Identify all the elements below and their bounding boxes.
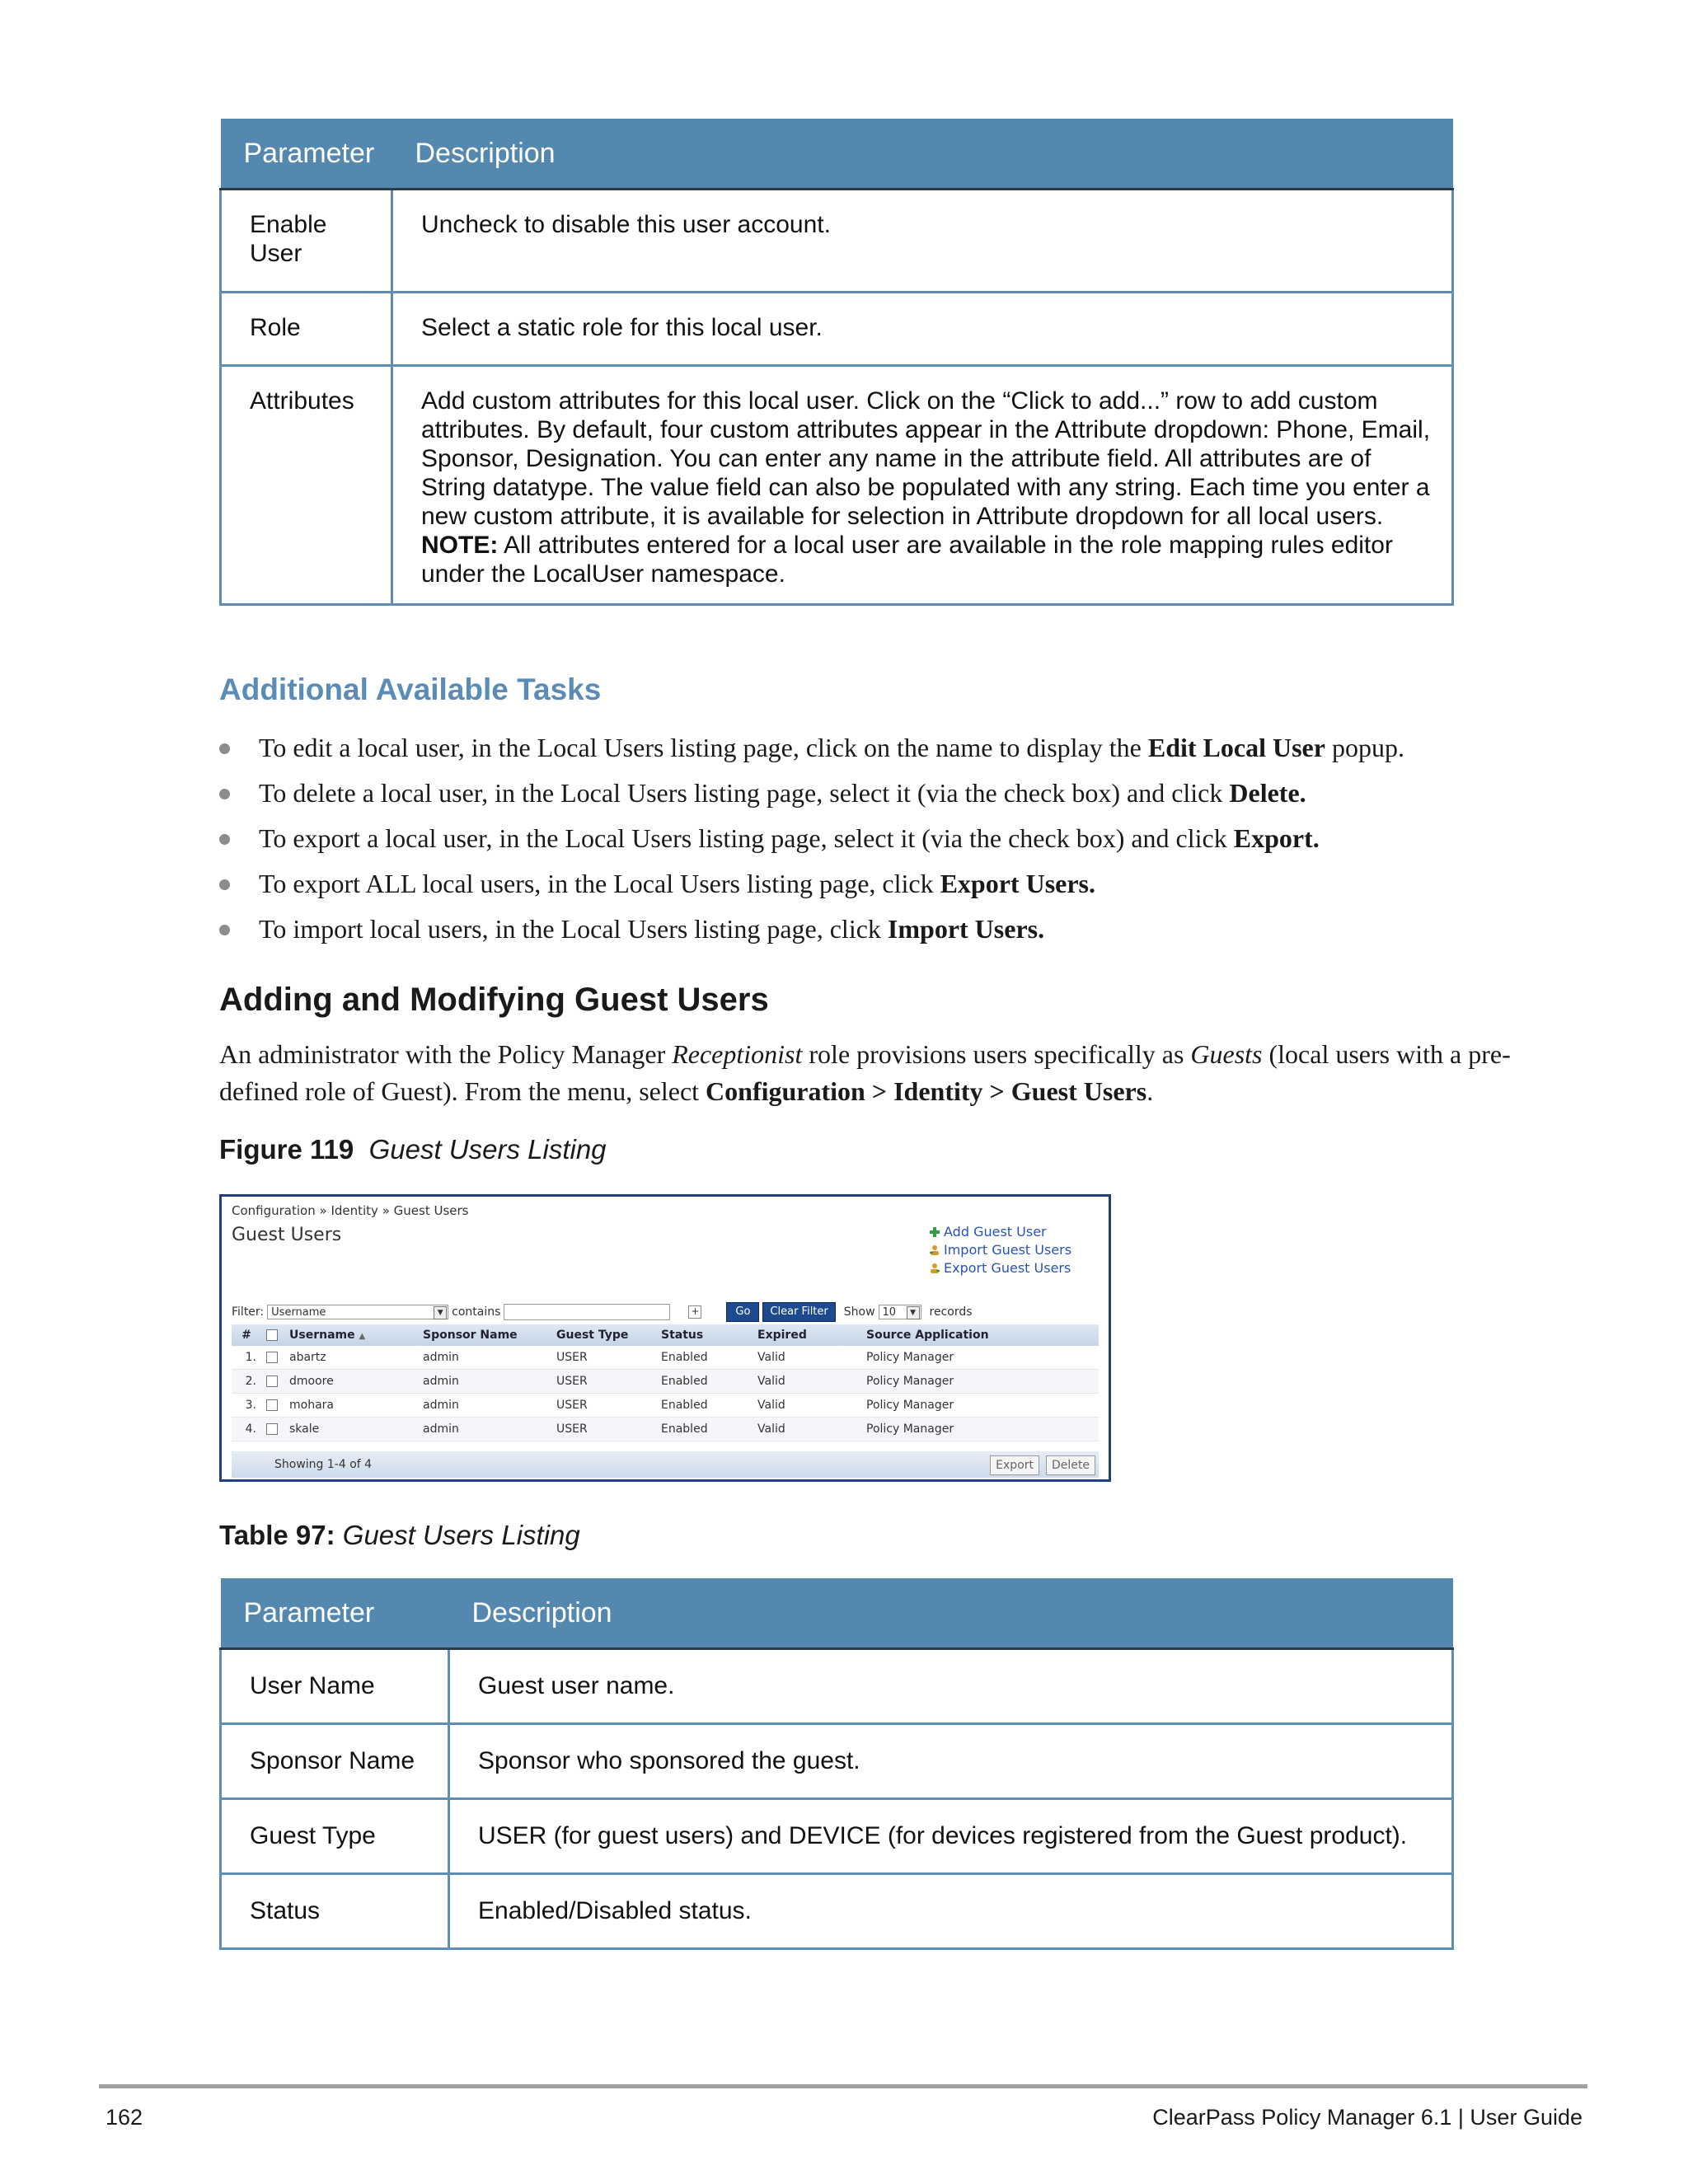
add-filter-icon[interactable]: + — [688, 1305, 701, 1319]
chevron-down-icon: ▼ — [907, 1306, 920, 1319]
export-guest-users-link[interactable] — [929, 1259, 1071, 1277]
figure-title: Guest Users Listing — [368, 1134, 607, 1165]
desc-cell — [392, 366, 1453, 605]
row-select — [261, 1418, 284, 1441]
column-header-select — [261, 1324, 284, 1346]
guest-type-cell: USER — [551, 1418, 656, 1441]
param-cell: Guest Type — [221, 1799, 449, 1874]
row-checkbox[interactable] — [266, 1423, 278, 1435]
desc-cell: Guest user name. — [449, 1649, 1453, 1724]
guide-title: ClearPass Policy Manager 6.1 | User Guide — [1152, 2105, 1582, 2130]
list-item — [219, 771, 1571, 816]
desc-cell: Enabled/Disabled status. — [449, 1874, 1453, 1949]
user-import-icon — [929, 1243, 940, 1254]
list-item — [219, 861, 1571, 907]
table-row[interactable] — [232, 1346, 1099, 1370]
row-index: 1. — [232, 1346, 261, 1370]
records-per-page-select[interactable] — [879, 1305, 921, 1319]
task-ui-term: Delete. — [1229, 778, 1306, 808]
expired-cell: Valid — [753, 1346, 861, 1370]
sponsor-cell: admin — [418, 1346, 551, 1370]
username-cell[interactable]: abartz — [284, 1346, 418, 1370]
expired-cell: Valid — [753, 1418, 861, 1441]
param-cell: Attributes — [221, 366, 392, 605]
footer-rule — [99, 2084, 1587, 2088]
task-text: To export a local user, in the Local Users listing page, select it (via the check box) and click — [259, 823, 1234, 853]
source-cell: Policy Manager — [861, 1370, 1099, 1394]
param-cell: Status — [221, 1874, 449, 1949]
column-header-source[interactable]: Source Application — [861, 1324, 1099, 1346]
section-heading: Adding and Modifying Guest Users — [219, 982, 769, 1018]
guest-users-table — [232, 1324, 1099, 1441]
table-row — [221, 293, 1453, 366]
expired-cell: Valid — [753, 1394, 861, 1418]
username-cell[interactable]: mohara — [284, 1394, 418, 1418]
task-ui-term: Edit Local User — [1147, 733, 1325, 762]
task-ui-term: Import Users. — [887, 914, 1045, 944]
task-ui-term: Export Users. — [940, 869, 1095, 898]
intro-paragraph — [219, 1036, 1571, 1110]
column-header-index: # — [232, 1324, 261, 1346]
param-cell: Role — [221, 293, 392, 366]
add-guest-user-link[interactable] — [929, 1223, 1071, 1241]
attributes-note — [421, 531, 1435, 588]
go-button[interactable]: Go — [726, 1302, 759, 1322]
link-label: Export Guest Users — [944, 1260, 1071, 1276]
guest-type-cell: USER — [551, 1346, 656, 1370]
filter-value-input[interactable] — [504, 1304, 670, 1320]
row-select — [261, 1394, 284, 1418]
row-index: 3. — [232, 1394, 261, 1418]
desc-cell: Sponsor who sponsored the guest. — [449, 1724, 1453, 1799]
link-label: Import Guest Users — [944, 1242, 1072, 1258]
task-text: To export ALL local users, in the Local Users listing page, click — [259, 869, 940, 898]
desc-cell: USER (for guest users) and DEVICE (for devices registered from the Guest product). — [449, 1799, 1453, 1874]
bullet-icon — [219, 789, 230, 799]
task-text: To edit a local user, in the Local Users listing page, click on the name to display the — [259, 733, 1148, 762]
status-cell: Enabled — [656, 1370, 753, 1394]
column-header-guest-type[interactable]: Guest Type — [551, 1324, 656, 1346]
records-label: records — [929, 1305, 973, 1319]
sponsor-cell: admin — [418, 1418, 551, 1441]
note-text: All attributes entered for a local user are available in the role mapping rules editor under the LocalUser namespace. — [421, 532, 1393, 588]
page-number: 162 — [106, 2105, 143, 2130]
row-checkbox[interactable] — [266, 1352, 278, 1363]
clear-filter-button[interactable]: Clear Filter — [762, 1302, 835, 1322]
source-cell: Policy Manager — [861, 1394, 1099, 1418]
bullet-icon — [219, 834, 230, 845]
column-header-description: Description — [392, 119, 1453, 190]
username-header-label: Username — [289, 1329, 355, 1342]
additional-tasks-heading: Additional Available Tasks — [219, 673, 602, 706]
showing-count: Showing 1-4 of 4 — [274, 1458, 373, 1471]
parameter-table-guest-users — [219, 1578, 1454, 1950]
source-cell: Policy Manager — [861, 1418, 1099, 1441]
param-cell: User Name — [221, 1649, 449, 1724]
table-row[interactable] — [232, 1394, 1099, 1418]
filter-field-select[interactable] — [267, 1305, 448, 1319]
row-select — [261, 1346, 284, 1370]
table-header-row — [232, 1324, 1099, 1346]
table-row[interactable] — [232, 1418, 1099, 1441]
bullet-icon — [219, 743, 230, 754]
table-title: Guest Users Listing — [342, 1520, 580, 1550]
guest-users-screenshot — [219, 1194, 1111, 1482]
column-header-description: Description — [449, 1578, 1453, 1649]
filter-label: Filter: — [232, 1305, 265, 1319]
status-cell: Enabled — [656, 1418, 753, 1441]
figure-caption — [219, 1134, 607, 1165]
status-cell: Enabled — [656, 1394, 753, 1418]
figure-label: Figure 119 — [219, 1134, 354, 1165]
guest-type-cell: USER — [551, 1370, 656, 1394]
source-cell: Policy Manager — [861, 1346, 1099, 1370]
desc-cell: Uncheck to disable this user account. — [392, 190, 1453, 293]
username-cell[interactable]: dmoore — [284, 1370, 418, 1394]
table-label: Table 97: — [219, 1520, 335, 1550]
table-row[interactable] — [232, 1370, 1099, 1394]
table-header-row — [221, 119, 1453, 190]
show-label: Show — [843, 1305, 875, 1319]
guest-type-cell: USER — [551, 1394, 656, 1418]
sort-ascending-icon: ▲ — [359, 1332, 366, 1341]
table-footer — [232, 1451, 1099, 1478]
status-cell: Enabled — [656, 1346, 753, 1370]
add-icon — [929, 1225, 940, 1236]
row-checkbox[interactable] — [266, 1399, 278, 1411]
sponsor-cell: admin — [418, 1394, 551, 1418]
action-links — [929, 1223, 1071, 1277]
row-index: 4. — [232, 1418, 261, 1441]
task-text-end: popup. — [1325, 733, 1404, 762]
column-header-status[interactable]: Status — [656, 1324, 753, 1346]
delete-button[interactable]: Delete — [1046, 1455, 1095, 1475]
attributes-description: Add custom attributes for this local user. Click on the “Click to add...” row to add custom attributes. By default, four custom attributes appear in the Attribute dropdown: Phone, Email, Sponsor, Designation. You can enter any name in the attribute field. All attributes are of String datatype. The value field can also be populated with any string. Each time you enter a new custom attribute, it is available for selection in Attribute dropdown for all local users. — [421, 387, 1431, 530]
chevron-down-icon: ▼ — [434, 1306, 447, 1319]
bullet-icon — [219, 879, 230, 890]
list-item — [219, 816, 1571, 861]
table-row — [221, 1874, 1453, 1949]
page-title: Guest Users — [232, 1225, 342, 1245]
task-ui-term: Export. — [1233, 823, 1320, 853]
user-export-icon — [929, 1261, 940, 1272]
task-text: To import local users, in the Local Users listing page, click — [259, 914, 888, 944]
filter-field-value: Username — [271, 1306, 326, 1319]
row-checkbox[interactable] — [266, 1376, 278, 1387]
intro-text: role provisions users specifically as — [802, 1039, 1191, 1069]
param-cell: Enable User — [221, 190, 392, 293]
column-header-parameter: Parameter — [221, 1578, 449, 1649]
table-row — [221, 366, 1453, 605]
role-term: Receptionist — [672, 1039, 803, 1069]
table-row — [221, 1724, 1453, 1799]
column-header-parameter: Parameter — [221, 119, 392, 190]
sponsor-cell: admin — [418, 1370, 551, 1394]
link-label: Add Guest User — [944, 1224, 1047, 1240]
expired-cell: Valid — [753, 1370, 861, 1394]
intro-text: (local users with a pre-defined role of Guest). From the menu, select — [219, 1039, 1511, 1106]
table-caption — [219, 1520, 580, 1551]
select-all-checkbox[interactable] — [266, 1329, 278, 1341]
intro-text-end: . — [1146, 1076, 1154, 1106]
bullet-icon — [219, 925, 230, 935]
tasks-list — [219, 725, 1571, 952]
note-label: NOTE: — [421, 532, 499, 559]
desc-cell: Select a static role for this local user. — [392, 293, 1453, 366]
export-button[interactable]: Export — [990, 1455, 1039, 1475]
table-row — [221, 1799, 1453, 1874]
list-item — [219, 725, 1571, 771]
list-item — [219, 907, 1571, 952]
table-header-row — [221, 1578, 1453, 1649]
task-text: To delete a local user, in the Local Users listing page, select it (via the check box) and click — [259, 778, 1230, 808]
column-header-username[interactable] — [284, 1324, 418, 1346]
row-index: 2. — [232, 1370, 261, 1394]
param-cell: Sponsor Name — [221, 1724, 449, 1799]
breadcrumb: Configuration » Identity » Guest Users — [232, 1203, 469, 1218]
table-row — [221, 1649, 1453, 1724]
table-row — [221, 190, 1453, 293]
records-count-value: 10 — [882, 1306, 897, 1319]
menu-path: Configuration > Identity > Guest Users — [706, 1076, 1147, 1106]
column-header-expired[interactable]: Expired — [753, 1324, 861, 1346]
filter-bar — [232, 1302, 973, 1322]
row-select — [261, 1370, 284, 1394]
username-cell[interactable]: skale — [284, 1418, 418, 1441]
parameter-table-local-user — [219, 119, 1454, 606]
guests-term: Guests — [1190, 1039, 1263, 1069]
intro-text: An administrator with the Policy Manager — [219, 1039, 673, 1069]
import-guest-users-link[interactable] — [929, 1241, 1071, 1259]
column-header-sponsor[interactable]: Sponsor Name — [418, 1324, 551, 1346]
filter-operator: contains — [452, 1305, 501, 1319]
